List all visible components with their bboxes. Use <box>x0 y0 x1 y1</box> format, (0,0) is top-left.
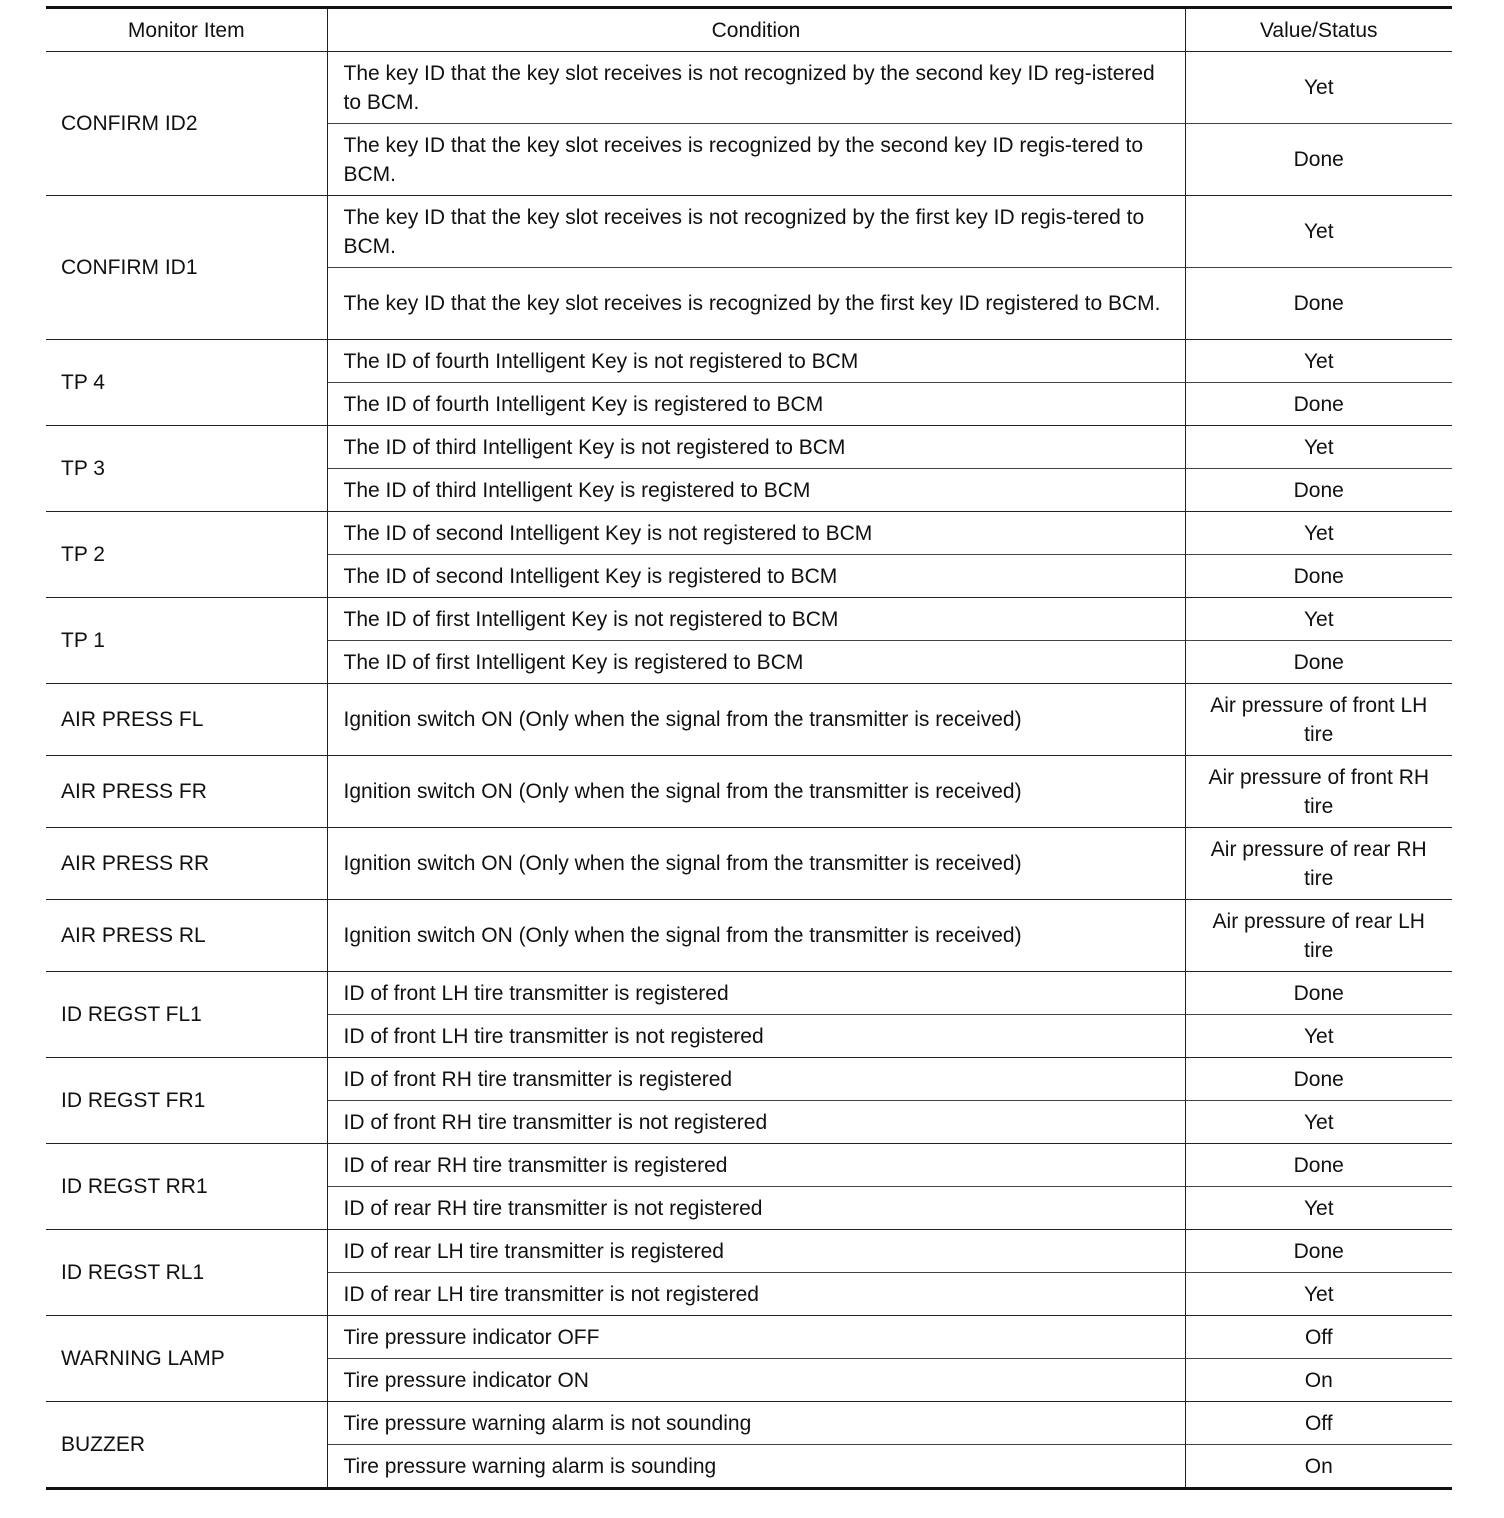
header-row <box>46 8 1452 52</box>
condition-cell: The ID of second Intelligent Key is not registered to BCM <box>327 512 1185 555</box>
monitor-item-cell: AIR PRESS RL <box>46 900 327 972</box>
condition-cell: ID of rear RH tire transmitter is not registered <box>327 1187 1185 1230</box>
value-status-cell: On <box>1185 1359 1452 1402</box>
monitor-item-cell: WARNING LAMP <box>46 1316 327 1402</box>
condition-cell: Tire pressure indicator OFF <box>327 1316 1185 1359</box>
condition-cell: The ID of second Intelligent Key is registered to BCM <box>327 555 1185 598</box>
table-header <box>46 8 1452 52</box>
condition-cell: The key ID that the key slot receives is recognized by the second key ID regis-tered to BCM. <box>327 124 1185 196</box>
value-status-cell: Yet <box>1185 196 1452 268</box>
table-row <box>46 1144 1452 1187</box>
value-status-cell: Yet <box>1185 1187 1452 1230</box>
condition-cell: ID of front RH tire transmitter is not registered <box>327 1101 1185 1144</box>
table-row <box>46 756 1452 828</box>
condition-cell: Ignition switch ON (Only when the signal from the transmitter is received) <box>327 900 1185 972</box>
table-row <box>46 512 1452 555</box>
monitor-item-cell: TP 3 <box>46 426 327 512</box>
monitor-item-cell: ID REGST FL1 <box>46 972 327 1058</box>
value-status-cell: Done <box>1185 555 1452 598</box>
condition-cell: Tire pressure indicator ON <box>327 1359 1185 1402</box>
value-status-cell: Yet <box>1185 1273 1452 1316</box>
value-status-cell: On <box>1185 1445 1452 1489</box>
value-status-cell: Yet <box>1185 512 1452 555</box>
condition-cell: ID of front RH tire transmitter is registered <box>327 1058 1185 1101</box>
value-status-cell: Air pressure of front RH tire <box>1185 756 1452 828</box>
condition-cell: Tire pressure warning alarm is not sounding <box>327 1402 1185 1445</box>
monitor-item-cell: CONFIRM ID2 <box>46 52 327 196</box>
condition-cell: Tire pressure warning alarm is sounding <box>327 1445 1185 1489</box>
condition-cell: The ID of first Intelligent Key is registered to BCM <box>327 641 1185 684</box>
condition-cell: ID of rear LH tire transmitter is not registered <box>327 1273 1185 1316</box>
table-row <box>46 900 1452 972</box>
condition-cell: The key ID that the key slot receives is not recognized by the first key ID regis-tered to BCM. <box>327 196 1185 268</box>
table-row <box>46 1316 1452 1359</box>
value-status-cell: Done <box>1185 383 1452 426</box>
value-status-cell: Done <box>1185 1230 1452 1273</box>
condition-cell: Ignition switch ON (Only when the signal from the transmitter is received) <box>327 684 1185 756</box>
value-status-cell: Yet <box>1185 52 1452 124</box>
monitor-item-cell: TP 1 <box>46 598 327 684</box>
table-row <box>46 684 1452 756</box>
monitor-item-cell: AIR PRESS RR <box>46 828 327 900</box>
value-status-cell: Yet <box>1185 340 1452 383</box>
condition-cell: The key ID that the key slot receives is recognized by the first key ID registered to BCM. <box>327 268 1185 340</box>
monitor-item-cell: ID REGST RR1 <box>46 1144 327 1230</box>
value-status-cell: Done <box>1185 1058 1452 1101</box>
value-status-cell: Done <box>1185 972 1452 1015</box>
value-status-cell: Off <box>1185 1402 1452 1445</box>
condition-cell: ID of front LH tire transmitter is not registered <box>327 1015 1185 1058</box>
table-row <box>46 598 1452 641</box>
condition-cell: ID of front LH tire transmitter is registered <box>327 972 1185 1015</box>
condition-cell: ID of rear LH tire transmitter is registered <box>327 1230 1185 1273</box>
table-body <box>46 52 1452 1489</box>
condition-cell: Ignition switch ON (Only when the signal from the transmitter is received) <box>327 756 1185 828</box>
value-status-cell: Air pressure of rear LH tire <box>1185 900 1452 972</box>
monitor-item-cell: TP 4 <box>46 340 327 426</box>
table-row <box>46 426 1452 469</box>
value-status-cell: Done <box>1185 268 1452 340</box>
value-status-cell: Air pressure of rear RH tire <box>1185 828 1452 900</box>
table-row <box>46 1230 1452 1273</box>
value-status-cell: Yet <box>1185 598 1452 641</box>
condition-cell: The ID of fourth Intelligent Key is registered to BCM <box>327 383 1185 426</box>
monitor-item-table <box>46 6 1452 1490</box>
table-row <box>46 1402 1452 1445</box>
monitor-item-cell: AIR PRESS FL <box>46 684 327 756</box>
condition-cell: ID of rear RH tire transmitter is registered <box>327 1144 1185 1187</box>
table-row <box>46 1058 1452 1101</box>
monitor-item-cell: BUZZER <box>46 1402 327 1489</box>
condition-cell: The key ID that the key slot receives is not recognized by the second key ID reg-istered to BCM. <box>327 52 1185 124</box>
value-status-cell: Done <box>1185 1144 1452 1187</box>
header-condition: Condition <box>327 8 1185 52</box>
condition-cell: The ID of first Intelligent Key is not registered to BCM <box>327 598 1185 641</box>
monitor-item-cell: ID REGST RL1 <box>46 1230 327 1316</box>
value-status-cell: Done <box>1185 124 1452 196</box>
value-status-cell: Done <box>1185 641 1452 684</box>
value-status-cell: Done <box>1185 469 1452 512</box>
value-status-cell: Yet <box>1185 1015 1452 1058</box>
monitor-item-cell: CONFIRM ID1 <box>46 196 327 340</box>
value-status-cell: Off <box>1185 1316 1452 1359</box>
header-monitor-item: Monitor Item <box>46 8 327 52</box>
table-row <box>46 972 1452 1015</box>
condition-cell: The ID of third Intelligent Key is registered to BCM <box>327 469 1185 512</box>
condition-cell: The ID of third Intelligent Key is not registered to BCM <box>327 426 1185 469</box>
header-value-status: Value/Status <box>1185 8 1452 52</box>
value-status-cell: Yet <box>1185 426 1452 469</box>
table-row <box>46 52 1452 124</box>
value-status-cell: Yet <box>1185 1101 1452 1144</box>
monitor-item-cell: AIR PRESS FR <box>46 756 327 828</box>
monitor-item-cell: ID REGST FR1 <box>46 1058 327 1144</box>
table-row <box>46 196 1452 268</box>
condition-cell: The ID of fourth Intelligent Key is not registered to BCM <box>327 340 1185 383</box>
condition-cell: Ignition switch ON (Only when the signal from the transmitter is received) <box>327 828 1185 900</box>
value-status-cell: Air pressure of front LH tire <box>1185 684 1452 756</box>
table-row <box>46 340 1452 383</box>
table-row <box>46 828 1452 900</box>
monitor-item-cell: TP 2 <box>46 512 327 598</box>
